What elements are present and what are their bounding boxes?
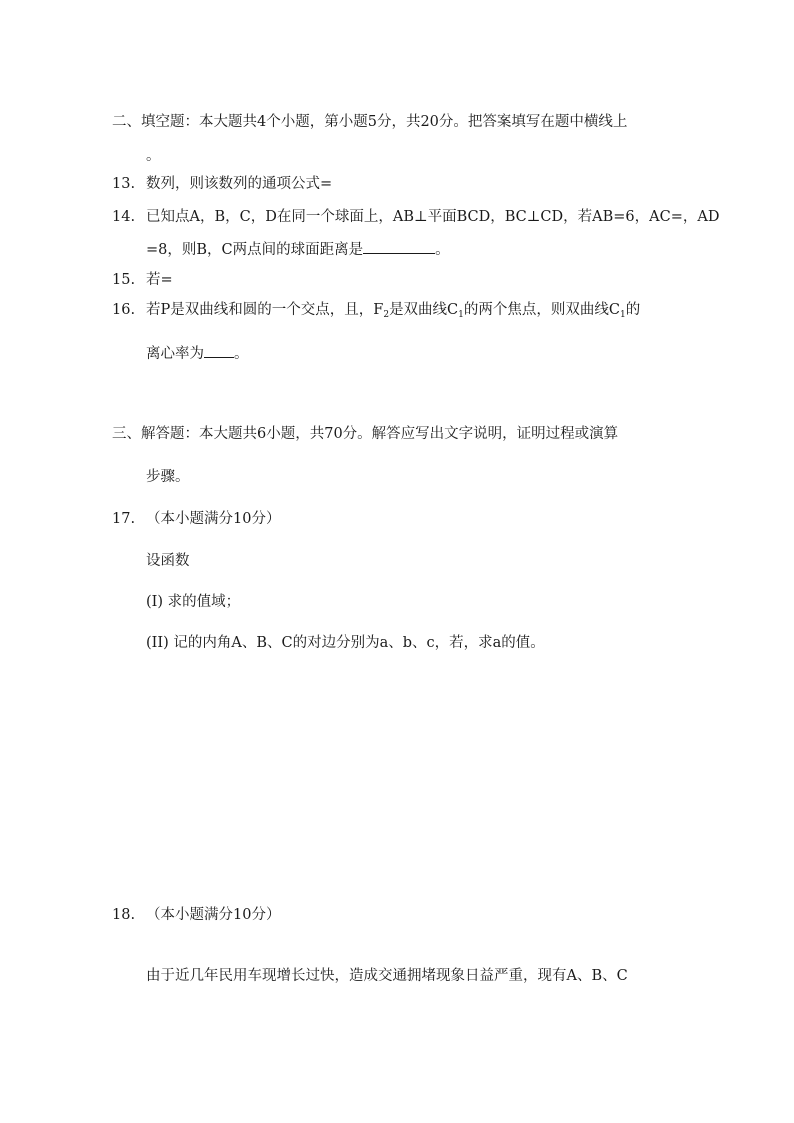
- section-2-heading-cont: 。: [146, 148, 161, 164]
- q16-line2: [146, 343, 249, 364]
- q16-part4: 的: [625, 302, 641, 318]
- q16-answer-blank[interactable]: [204, 343, 234, 358]
- q18-stem: 由于近几年民用车现增长过快，造成交通拥堵现象日益严重，现有A、B、C: [146, 968, 628, 984]
- section-2-heading: 二、填空题：本大题共4个小题，第小题5分，共20分。把答案填写在题中横线上: [112, 114, 628, 130]
- q18-score: （本小题满分10分）: [146, 907, 281, 923]
- section-3-heading-cont: 步骤。: [146, 469, 190, 485]
- q14-answer-blank[interactable]: [363, 239, 435, 254]
- q13-text: 数列，则该数列的通项公式=: [146, 176, 333, 192]
- q14-line1: 已知点A，B，C，D在同一个球面上，AB⊥平面BCD，BC⊥CD，若AB=6，AC=，AD: [146, 209, 720, 225]
- q16-sub3: 1: [620, 310, 626, 320]
- q17-number: 17.: [112, 511, 136, 527]
- q16-sub1: 2: [383, 310, 390, 320]
- q17-stem: 设函数: [146, 553, 190, 569]
- q15-number: 15.: [112, 272, 136, 288]
- q16-number: 16.: [112, 302, 136, 318]
- q17-score: （本小题满分10分）: [146, 511, 281, 527]
- q17-part2: (II) 记的内角A、B、C的对边分别为a、b、c，若，求a的值。: [146, 635, 545, 651]
- q13-number: 13.: [112, 176, 136, 192]
- q16-line1: [146, 300, 640, 320]
- q14-line2-end: 。: [435, 242, 450, 258]
- q17-part1: (I) 求的值域；: [146, 594, 241, 610]
- q16-sub2: 1: [458, 310, 464, 320]
- q16-part3: 的两个焦点，则双曲线C: [463, 302, 620, 318]
- q15-text: 若=: [146, 272, 173, 288]
- q14-line2: [146, 239, 450, 260]
- q16-part1: 若P是双曲线和圆的一个交点，且，F: [146, 302, 384, 318]
- q16-part2: 是双曲线C: [389, 302, 459, 318]
- q16-line2-end: 。: [234, 346, 249, 362]
- q14-number: 14.: [112, 209, 136, 225]
- q18-number: 18.: [112, 907, 136, 923]
- q14-line2-text: =8，则B，C两点间的球面距离是: [146, 242, 364, 258]
- section-3-heading: 三、解答题：本大题共6小题，共70分。解答应写出文字说明，证明过程或演算: [112, 426, 619, 442]
- q16-line2-text: 离心率为: [146, 346, 204, 362]
